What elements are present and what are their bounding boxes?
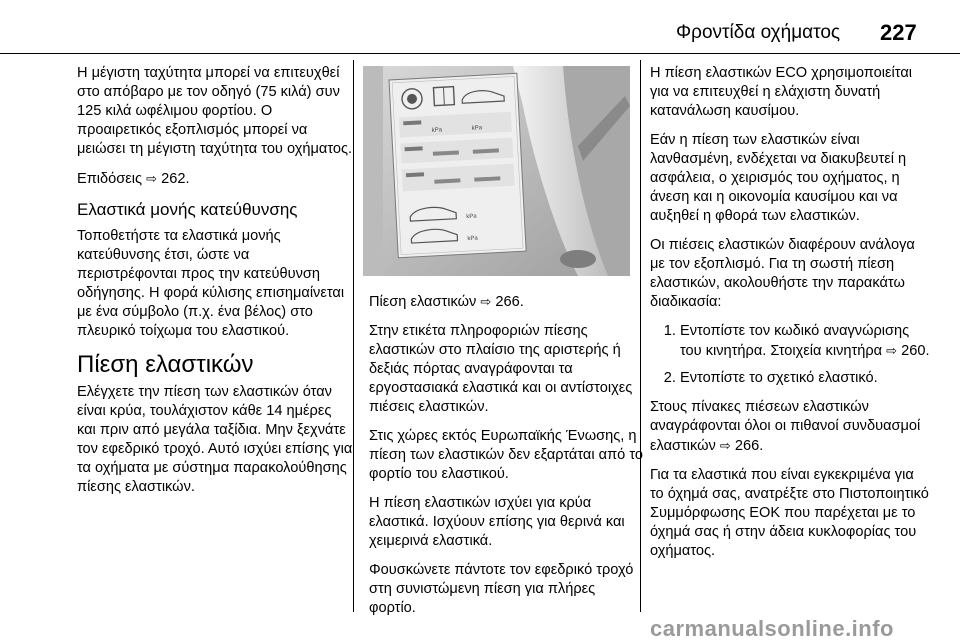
photo-kpa-label-2: kPa	[471, 125, 483, 132]
pressure-tables-paragraph: Στους πίνακες πιέσεων ελαστικών αναγράφονται όλοι οι πιθανοί συνδυασμοί ελαστικών ⇨ 266.	[650, 399, 921, 454]
photo-kpa-label-4: kPa	[467, 235, 478, 243]
max-speed-paragraph: Η μέγιστη ταχύτητα μπορεί να επιτευχθεί στο απόβαρο με τον οδηγό (75 κιλά) συν 125 κιλά ωφέλιμου φορτίου. Ο προαιρετικός εξοπλισμός μπορεί να μειώσει τη μέγιστη ταχύτητα του οχήματος.	[77, 65, 353, 157]
tyre-pressure-label-photo	[363, 66, 630, 276]
door-frame-illustration	[363, 66, 630, 276]
eco-pressure-paragraph: Η πίεση ελαστικών ECO χρησιμοποιείται για να επιτευχθεί η ελάχιστη δυνατή κατανάλωση καυσίμου.	[650, 65, 913, 119]
reference-arrow-icon: ⇨	[719, 438, 731, 453]
procedure-step-1: 1. Εντοπίστε τον κωδικό αναγνώρισης του κινητήρα. Στοιχεία κινητήρα ⇨ 260.	[680, 322, 930, 361]
reference-arrow-icon: ⇨	[146, 171, 158, 186]
photo-kpa-label-1: kPa	[431, 127, 443, 134]
column-divider-left	[353, 60, 354, 612]
non-eu-paragraph: Στις χώρες εκτός Ευρωπαϊκής Ένωσης, η πίεση των ελαστικών δεν εξαρτάται από το φορτίο του ελαστικού.	[369, 428, 643, 482]
label-location-paragraph: Στην ετικέτα πληροφοριών πίεσης ελαστικών στο πλαίσιο της αριστερής ή δεξιάς πόρτας αναγράφονται τα εργοστασιακά ελαστικά και οι αντίστοιχες πιέσεις ελαστικών.	[369, 323, 633, 415]
tyre-pressure-reference: Πίεση ελαστικών ⇨ 266.	[369, 294, 524, 310]
heading-tyre-pressure: Πίεση ελαστικών	[77, 351, 254, 378]
performance-reference: Επιδόσεις ⇨ 262.	[77, 171, 190, 187]
spare-wheel-paragraph: Φουσκώνετε πάντοτε τον εφεδρικό τροχό στη συνιστώμενη πίεση για πλήρες φορτίο.	[369, 562, 634, 616]
watermark: carmanualsonline.info	[650, 616, 894, 641]
procedure-step-2: 2. Εντοπίστε το σχετικό ελαστικό.	[680, 369, 930, 388]
cold-tyres-paragraph: Η πίεση ελαστικών ισχύει για κρύα ελαστικά. Ισχύουν επίσης για θερινά και χειμερινά ελαστικά.	[369, 495, 625, 549]
reference-arrow-icon: ⇨	[480, 294, 492, 309]
approved-tyres-paragraph: Για τα ελαστικά που είναι εγκεκριμένα για το όχημά σας, ανατρέξτε στο Πιστοποιητικό Συμμόρφωσης ΕΟΚ που παρέχεται με το όχημά σας ή στην άδεια κυκλοφορίας του οχήματος.	[650, 467, 929, 559]
column-left	[77, 64, 353, 507]
reference-page-link[interactable]: 266.	[734, 438, 764, 454]
reference-page-link[interactable]: 260.	[901, 343, 930, 359]
photo-kpa-label-3: kPa	[466, 213, 477, 221]
header-rule	[0, 53, 960, 54]
reference-page-link[interactable]: 262.	[161, 171, 190, 187]
tyre-pressure-paragraph: Ελέγχετε την πίεση των ελαστικών όταν είναι κρύα, τουλάχιστον κάθε 14 ημέρες και πριν από μεγάλα ταξίδια. Μην ξεχνάτε τον εφεδρικό τροχό. Αυτό ισχύει επίσης για τα οχήματα με σύστημα παρακολούθησης πίεσης ελαστικών.	[77, 384, 353, 495]
column-right	[650, 64, 930, 571]
chapter-title: Φροντίδα οχήματος	[676, 22, 841, 43]
heading-directional-tyres: Ελαστικά μονής κατεύθυνσης	[77, 200, 298, 219]
column-middle	[369, 292, 645, 628]
reference-arrow-icon: ⇨	[886, 343, 898, 358]
procedure-list	[650, 322, 930, 388]
incorrect-pressure-paragraph: Εάν η πίεση των ελαστικών είναι λανθασμένη, ενδέχεται να διακυβευτεί η ασφάλεια, ο χειρισμός του οχήματος, η άνεση και η οικονομία καυσίμου και να αυξηθεί η φθορά των ελαστικών.	[650, 132, 907, 224]
page-number: 227	[880, 20, 917, 45]
reference-page-link[interactable]: 266.	[495, 294, 524, 310]
pressure-varies-paragraph: Οι πιέσεις ελαστικών διαφέρουν ανάλογα με τον εξοπλισμό. Για τη σωστή πίεση ελαστικών, ακολουθήστε την παρακάτω διαδικασία:	[650, 237, 915, 310]
directional-tyres-paragraph: Τοποθετήστε τα ελαστικά μονής κατεύθυνσης έτσι, ώστε να περιστρέφονται προς την κατεύθυνση οδήγησης. Η φορά κύλισης επισημαίνεται με ένα σύμβολο (π.χ. ένα βέλος) στο πλευρικό τοίχωμα του ελαστικού.	[77, 228, 345, 339]
